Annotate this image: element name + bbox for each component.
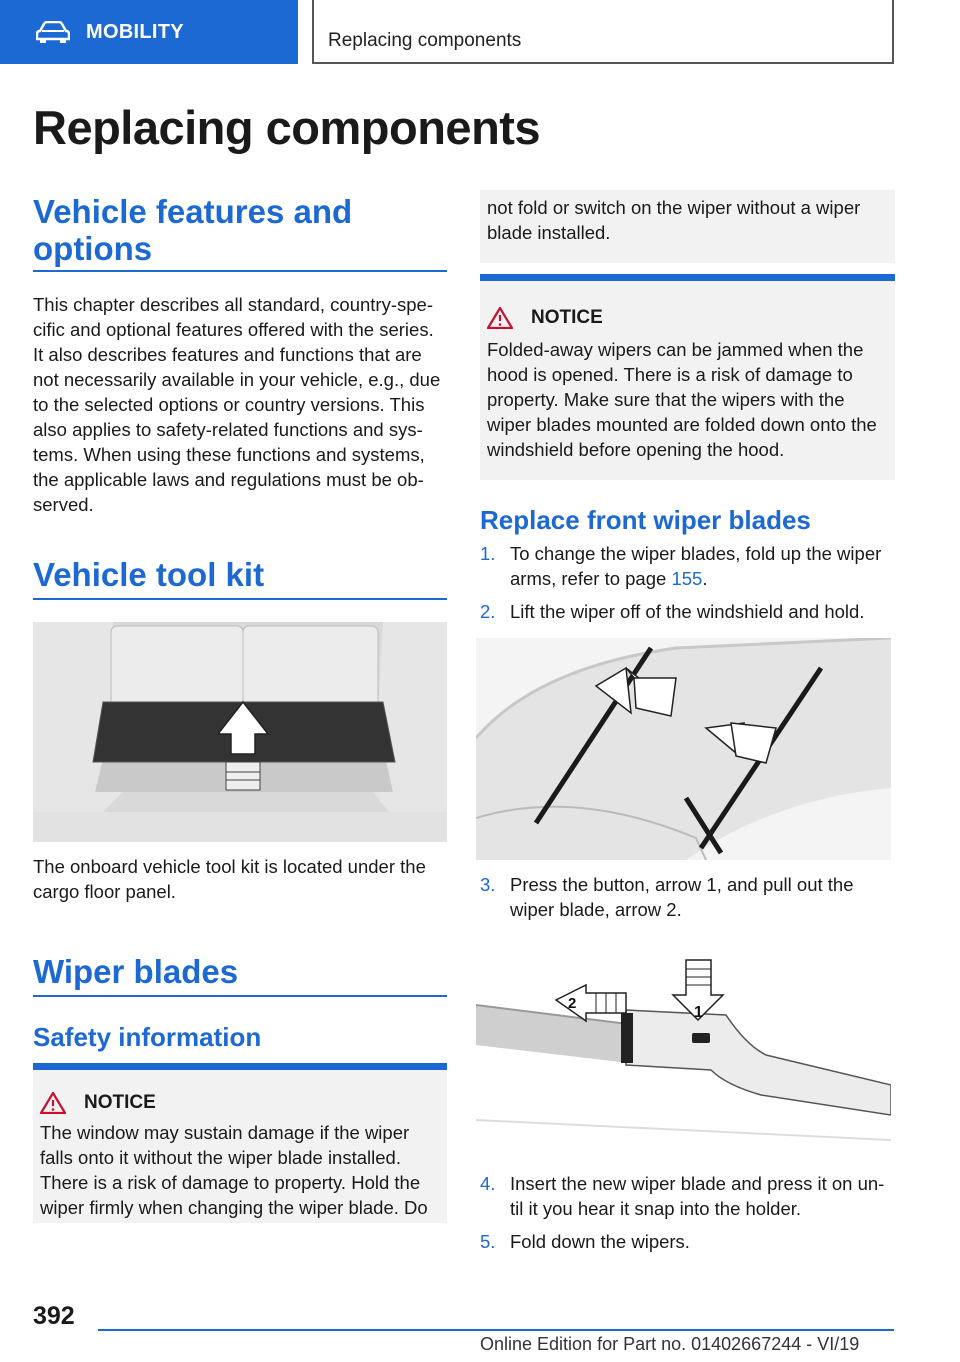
step-text: Fold down the wipers. (510, 1231, 690, 1252)
warning-icon (40, 1092, 66, 1114)
step-text: Insert the new wiper blade and press it on un-til it you hear it snap into the holder. (510, 1173, 885, 1219)
wiper-blade-release-image (476, 955, 891, 1160)
features-text: This chapter describes all standard, country-spe-cific and optional features offered with the series. It also describes features and functions that are not necessarily available in your vehicle, e.g., due to the selected options or country versions. This also applies to safety-related functions and sys-tems. When using these functions and systems, the applicable laws and regulations must be ob-served. (33, 294, 441, 515)
replace-heading: Replace front wiper blades (480, 505, 811, 535)
notice-label: NOTICE (84, 1092, 156, 1113)
steps-group-3 (480, 1171, 896, 1254)
notice-text: Folded-away wipers can be jammed when the hood is opened. There is a risk of damage to property. Make sure that the wipers with the wiper blades mounted are folded down onto the windshield before opening the hood. (487, 339, 877, 460)
notice-label: NOTICE (531, 307, 603, 328)
step-text: Lift the wiper off of the windshield and hold. (510, 601, 865, 622)
features-heading: Vehicle features and options (33, 193, 353, 267)
toolkit-heading: Vehicle tool kit (33, 556, 265, 593)
page-topic: Replacing components (328, 30, 522, 51)
windshield-wiper-image (476, 638, 891, 860)
steps-group-2 (480, 872, 896, 922)
step-item: 2. Lift the wiper off of the windshield and hold. (480, 601, 865, 622)
page-topic-box (312, 0, 894, 64)
heading-rule (33, 598, 447, 600)
tool-kit-image (33, 622, 447, 842)
notice-header (40, 1092, 439, 1114)
section-tab[interactable] (0, 0, 298, 64)
arrow-2-label: 2 (568, 995, 577, 1012)
page-link[interactable]: 155 (671, 568, 703, 589)
notice-text: The window may sustain damage if the wiper falls onto it without the wiper blade installed. There is a risk of damage to property. Hold the wiper firmly when changing the wiper blade. Do (40, 1122, 428, 1218)
step-text: To change the wiper blades, fold up the wiper arms, refer to page 155. (510, 543, 882, 589)
step-item: 5. Fold down the wipers. (480, 1231, 690, 1252)
wiper-heading: Wiper blades (33, 953, 239, 990)
page-number: 392 (33, 1302, 75, 1330)
step-item: 3. Press the button, arrow 1, and pull out the wiper blade, arrow 2. (480, 872, 896, 922)
step-text: Press the button, arrow 1, and pull out the wiper blade, arrow 2. (510, 874, 854, 920)
steps-group-1 (480, 541, 896, 624)
toolkit-caption: The onboard vehicle tool kit is located under the cargo floor panel. (33, 856, 426, 902)
section-label: MOBILITY (86, 20, 184, 43)
arrow-1-label: 1 (694, 1004, 703, 1021)
safety-heading: Safety information (33, 1022, 262, 1052)
car-icon (36, 21, 70, 43)
edition-text: Online Edition for Part no. 01402667244 - VI/19 (480, 1334, 860, 1354)
page-title: Replacing components (33, 101, 541, 154)
warning-icon (487, 307, 513, 329)
step-item: 1. To change the wiper blades, fold up the wiper arms, refer to page 155. (480, 541, 896, 591)
footer-rule (98, 1329, 894, 1331)
notice-box (33, 1063, 447, 1223)
notice-header (487, 307, 887, 329)
step-item: 4. Insert the new wiper blade and press it on un-til it you hear it snap into the holder. (480, 1171, 896, 1221)
notice-continuation-text: not fold or switch on the wiper without a wiper blade installed. (487, 197, 861, 243)
notice-box (480, 274, 895, 480)
heading-rule (33, 270, 447, 272)
heading-rule (33, 995, 447, 997)
notice-continuation-box (480, 190, 895, 263)
